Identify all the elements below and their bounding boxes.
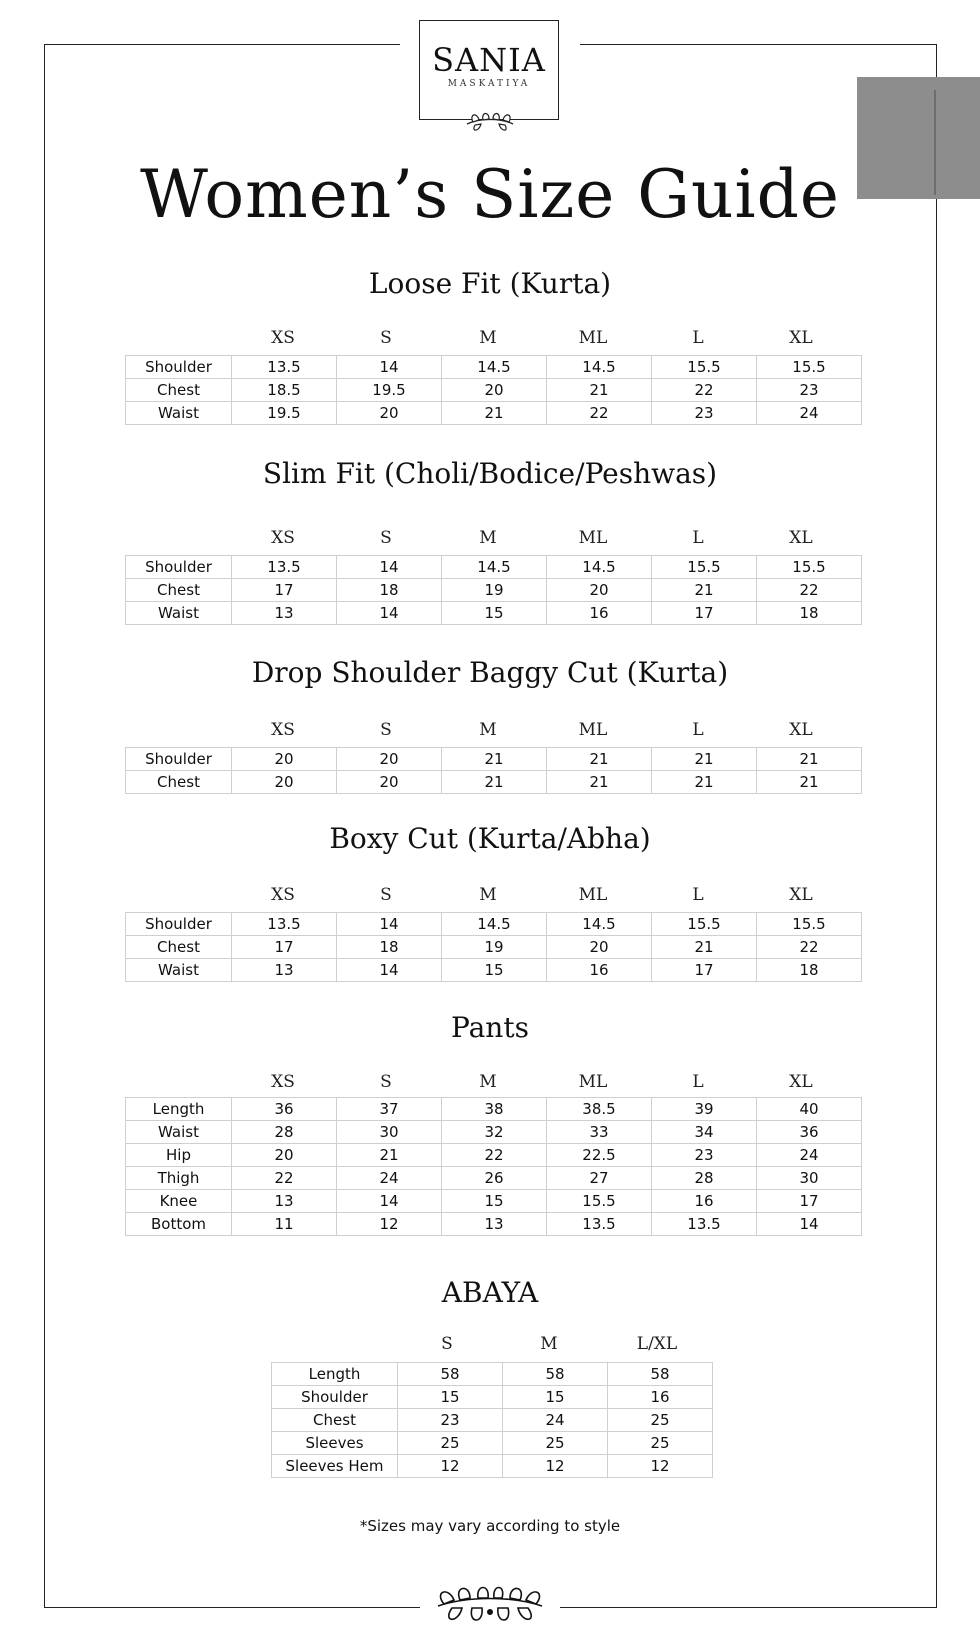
section-title: Pants [451, 1011, 529, 1044]
row-label: Chest [272, 1409, 398, 1432]
size-column-header: M [479, 528, 497, 548]
table-row [126, 1167, 862, 1190]
row-label: Sleeves [272, 1432, 398, 1455]
size-column-header: L/XL [636, 1334, 678, 1354]
row-label: Chest [126, 936, 232, 959]
table-cell: 25 [503, 1432, 608, 1455]
table-cell: 24 [337, 1167, 442, 1190]
table-cell: 14.5 [547, 356, 652, 379]
table-cell: 16 [547, 602, 652, 625]
table-cell: 15.5 [652, 556, 757, 579]
table-cell: 58 [398, 1363, 503, 1386]
table-cell: 18.5 [232, 379, 337, 402]
table-cell: 39 [652, 1098, 757, 1121]
section-title: Slim Fit (Choli/Bodice/Peshwas) [262, 457, 718, 490]
table-cell: 15.5 [757, 913, 862, 936]
table-cell: 30 [337, 1121, 442, 1144]
table-cell: 22 [652, 379, 757, 402]
size-table [125, 555, 862, 625]
table-cell: 21 [652, 771, 757, 794]
table-cell: 15.5 [652, 356, 757, 379]
table-row [126, 771, 862, 794]
row-label: Shoulder [126, 556, 232, 579]
table-cell: 13.5 [652, 1213, 757, 1236]
size-column-header: XS [271, 885, 295, 905]
size-column-header: ML [578, 885, 608, 905]
table-cell: 37 [337, 1098, 442, 1121]
table-row [272, 1409, 713, 1432]
size-column-header: ML [578, 328, 608, 348]
table-cell: 21 [757, 748, 862, 771]
table-row [272, 1455, 713, 1478]
table-cell: 17 [232, 579, 337, 602]
row-label: Chest [126, 379, 232, 402]
table-cell: 13.5 [232, 556, 337, 579]
table-cell: 13.5 [547, 1213, 652, 1236]
leaf-ornament-bottom-icon [428, 1582, 552, 1628]
table-cell: 15 [398, 1386, 503, 1409]
row-label: Shoulder [126, 913, 232, 936]
table-cell: 21 [757, 771, 862, 794]
table-cell: 12 [503, 1455, 608, 1478]
table-cell: 21 [442, 402, 547, 425]
table-cell: 14 [337, 602, 442, 625]
table-cell: 14 [337, 959, 442, 982]
size-column-header: M [479, 885, 497, 905]
size-column-header: ML [578, 528, 608, 548]
size-column-header: XL [789, 1072, 813, 1092]
size-table [125, 1097, 862, 1236]
table-cell: 40 [757, 1098, 862, 1121]
table-cell: 22 [757, 579, 862, 602]
table-cell: 17 [652, 602, 757, 625]
brand-logo [419, 20, 559, 120]
table-cell: 23 [398, 1409, 503, 1432]
size-column-header: S [380, 885, 392, 905]
section-title: Loose Fit (Kurta) [368, 267, 612, 300]
table-cell: 22 [757, 936, 862, 959]
size-column-header: L [692, 720, 704, 740]
table-cell: 20 [547, 579, 652, 602]
table-cell: 11 [232, 1213, 337, 1236]
table-cell: 58 [503, 1363, 608, 1386]
table-cell: 20 [337, 748, 442, 771]
table-row [126, 748, 862, 771]
size-table [125, 912, 862, 982]
brand-name: SANIA [432, 41, 546, 79]
table-cell: 17 [757, 1190, 862, 1213]
table-row [126, 913, 862, 936]
table-row [126, 1213, 862, 1236]
row-label: Waist [126, 402, 232, 425]
table-cell: 22.5 [547, 1144, 652, 1167]
table-cell: 13 [442, 1213, 547, 1236]
leaf-ornament-icon [459, 110, 521, 134]
row-label: Chest [126, 579, 232, 602]
table-cell: 14.5 [442, 556, 547, 579]
table-cell: 21 [547, 771, 652, 794]
size-column-header: XL [789, 328, 813, 348]
table-cell: 15 [442, 1190, 547, 1213]
table-cell: 36 [757, 1121, 862, 1144]
table-row [272, 1432, 713, 1455]
row-label: Waist [126, 602, 232, 625]
table-row [126, 1121, 862, 1144]
table-cell: 20 [547, 936, 652, 959]
row-label: Length [272, 1363, 398, 1386]
table-cell: 20 [232, 771, 337, 794]
size-column-header: ML [578, 1072, 608, 1092]
table-cell: 22 [232, 1167, 337, 1190]
table-cell: 13 [232, 1190, 337, 1213]
table-cell: 15.5 [757, 356, 862, 379]
table-cell: 15.5 [547, 1190, 652, 1213]
table-cell: 34 [652, 1121, 757, 1144]
table-cell: 36 [232, 1098, 337, 1121]
table-row [126, 579, 862, 602]
row-label: Waist [126, 1121, 232, 1144]
table-cell: 21 [337, 1144, 442, 1167]
size-column-header: XS [271, 1072, 295, 1092]
size-column-header: L [692, 328, 704, 348]
row-label: Sleeves Hem [272, 1455, 398, 1478]
row-label: Shoulder [272, 1386, 398, 1409]
size-column-header: S [380, 328, 392, 348]
table-cell: 24 [757, 1144, 862, 1167]
table-cell: 13.5 [232, 356, 337, 379]
size-column-header: S [380, 528, 392, 548]
table-row [126, 379, 862, 402]
row-label: Hip [126, 1144, 232, 1167]
size-column-header: XS [271, 720, 295, 740]
table-cell: 28 [652, 1167, 757, 1190]
table-cell: 33 [547, 1121, 652, 1144]
size-column-header: L [692, 1072, 704, 1092]
table-row [126, 959, 862, 982]
table-cell: 25 [608, 1432, 713, 1455]
table-cell: 21 [652, 579, 757, 602]
table-row [126, 356, 862, 379]
table-cell: 15.5 [757, 556, 862, 579]
table-cell: 12 [608, 1455, 713, 1478]
row-label: Knee [126, 1190, 232, 1213]
size-column-header: M [479, 328, 497, 348]
size-column-header: XL [789, 528, 813, 548]
table-cell: 21 [652, 936, 757, 959]
table-cell: 25 [398, 1432, 503, 1455]
table-cell: 13 [232, 959, 337, 982]
size-table [125, 355, 862, 425]
table-cell: 15 [442, 602, 547, 625]
table-cell: 14 [337, 913, 442, 936]
table-cell: 21 [547, 379, 652, 402]
row-label: Chest [126, 771, 232, 794]
table-cell: 18 [757, 959, 862, 982]
size-column-header: S [441, 1334, 453, 1354]
table-cell: 15 [503, 1386, 608, 1409]
row-label: Shoulder [126, 748, 232, 771]
table-cell: 17 [232, 936, 337, 959]
size-column-header: M [479, 1072, 497, 1092]
row-label: Shoulder [126, 356, 232, 379]
table-cell: 15.5 [652, 913, 757, 936]
table-cell: 13 [232, 602, 337, 625]
table-cell: 20 [232, 748, 337, 771]
table-cell: 21 [652, 748, 757, 771]
size-column-header: XS [271, 528, 295, 548]
table-row [126, 1098, 862, 1121]
size-column-header: M [540, 1334, 558, 1354]
table-cell: 12 [337, 1213, 442, 1236]
table-cell: 20 [442, 379, 547, 402]
table-cell: 14.5 [547, 556, 652, 579]
table-cell: 16 [547, 959, 652, 982]
row-label: Length [126, 1098, 232, 1121]
table-cell: 18 [757, 602, 862, 625]
table-row [126, 602, 862, 625]
table-cell: 20 [232, 1144, 337, 1167]
size-column-header: S [380, 1072, 392, 1092]
size-column-header: S [380, 720, 392, 740]
size-table [125, 747, 862, 794]
table-cell: 18 [337, 936, 442, 959]
row-label: Waist [126, 959, 232, 982]
table-cell: 14.5 [442, 356, 547, 379]
table-cell: 27 [547, 1167, 652, 1190]
size-column-header: L [692, 885, 704, 905]
table-row [126, 936, 862, 959]
table-cell: 28 [232, 1121, 337, 1144]
row-label: Bottom [126, 1213, 232, 1236]
table-cell: 26 [442, 1167, 547, 1190]
table-row [272, 1363, 713, 1386]
table-cell: 23 [757, 379, 862, 402]
table-cell: 14 [757, 1213, 862, 1236]
table-cell: 18 [337, 579, 442, 602]
table-cell: 23 [652, 1144, 757, 1167]
table-cell: 20 [337, 771, 442, 794]
size-column-header: M [479, 720, 497, 740]
table-cell: 19 [442, 936, 547, 959]
table-row [272, 1386, 713, 1409]
table-cell: 21 [442, 771, 547, 794]
size-column-header: XL [789, 720, 813, 740]
table-cell: 38.5 [547, 1098, 652, 1121]
size-column-header: XS [271, 328, 295, 348]
table-cell: 14 [337, 556, 442, 579]
table-cell: 14.5 [442, 913, 547, 936]
table-cell: 58 [608, 1363, 713, 1386]
page-title: Women’s Size Guide [140, 156, 840, 233]
table-cell: 38 [442, 1098, 547, 1121]
table-cell: 12 [398, 1455, 503, 1478]
table-cell: 23 [652, 402, 757, 425]
table-cell: 16 [652, 1190, 757, 1213]
abaya-table [271, 1362, 713, 1478]
section-title-abaya: ABAYA [441, 1276, 539, 1309]
section-title: Boxy Cut (Kurta/Abha) [329, 822, 651, 855]
table-cell: 22 [442, 1144, 547, 1167]
table-cell: 15 [442, 959, 547, 982]
table-cell: 19.5 [232, 402, 337, 425]
table-cell: 17 [652, 959, 757, 982]
size-column-header: XL [789, 885, 813, 905]
table-cell: 16 [608, 1386, 713, 1409]
table-cell: 13.5 [232, 913, 337, 936]
table-row [126, 1144, 862, 1167]
table-cell: 21 [547, 748, 652, 771]
sizing-note: *Sizes may vary according to style [359, 1517, 621, 1535]
section-title: Drop Shoulder Baggy Cut (Kurta) [251, 656, 729, 689]
table-cell: 24 [757, 402, 862, 425]
table-cell: 32 [442, 1121, 547, 1144]
table-row [126, 402, 862, 425]
table-cell: 14.5 [547, 913, 652, 936]
table-cell: 22 [547, 402, 652, 425]
size-column-header: L [692, 528, 704, 548]
table-cell: 19.5 [337, 379, 442, 402]
table-cell: 25 [608, 1409, 713, 1432]
row-label: Thigh [126, 1167, 232, 1190]
table-cell: 24 [503, 1409, 608, 1432]
table-cell: 20 [337, 402, 442, 425]
table-cell: 14 [337, 356, 442, 379]
size-column-header: ML [578, 720, 608, 740]
table-cell: 14 [337, 1190, 442, 1213]
table-row [126, 1190, 862, 1213]
table-cell: 19 [442, 579, 547, 602]
brand-subname: MASKATIYA [447, 79, 531, 89]
table-cell: 21 [442, 748, 547, 771]
table-row [126, 556, 862, 579]
table-cell: 30 [757, 1167, 862, 1190]
